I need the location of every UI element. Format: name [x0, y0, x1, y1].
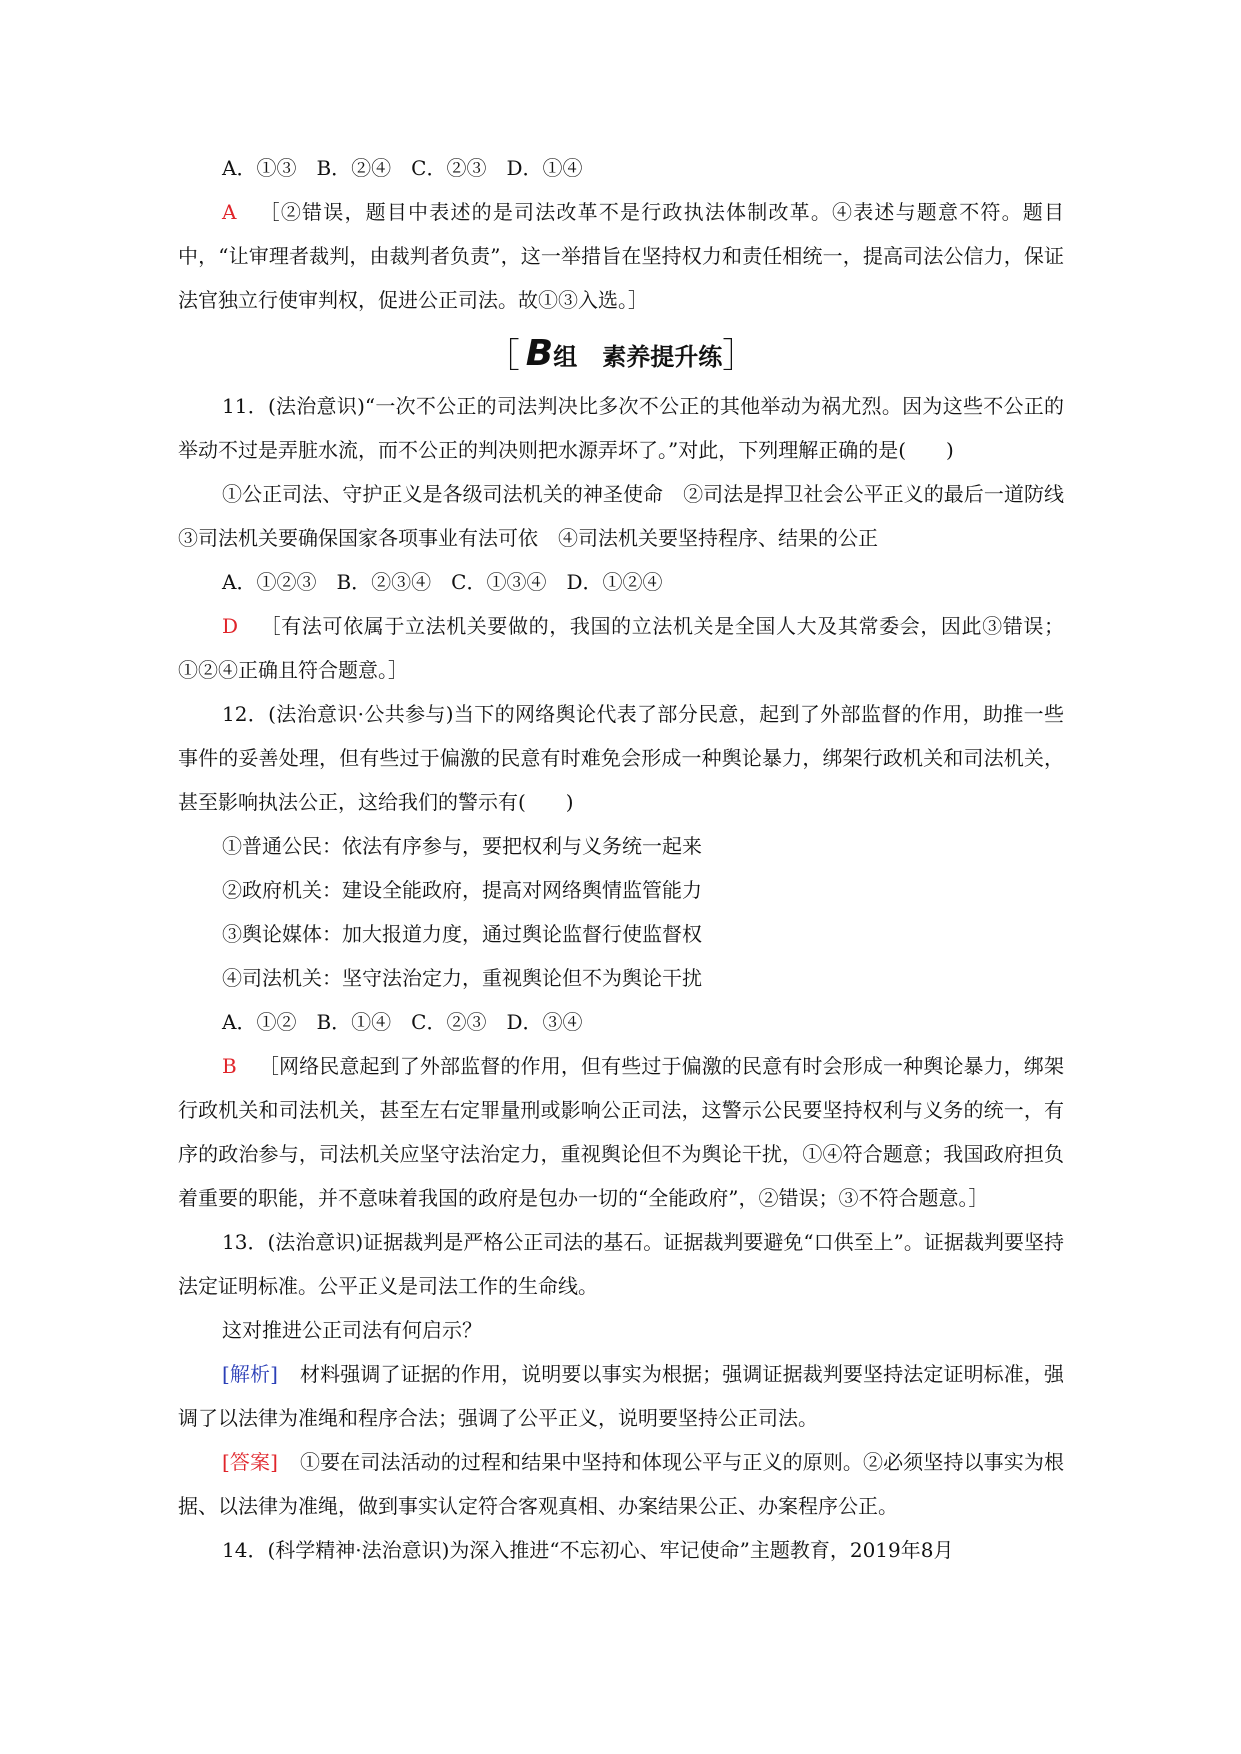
q12-statement-3: ③舆论媒体：加大报道力度，通过舆论监督行使监督权 — [222, 922, 702, 946]
q12-answer-letter: B — [222, 1054, 237, 1078]
q13-question: 这对推进公正司法有何启示？ — [222, 1318, 482, 1342]
q11-answer-letter: D — [222, 614, 239, 638]
q11-explanation-text: ［有法可依属于立法机关要做的，我国的立法机关是全国人大及其常委会，因此③错误；①②④正确且符合题意。］ — [178, 614, 1064, 682]
section-heading — [178, 330, 1064, 378]
q11-stem: 11．(法治意识)“一次不公正的司法判决比多次不公正的其他举动为祸尤烈。因为这些不公正的举动不过是弄脏水流，而不公正的判决则把水源弄坏了。”对此，下列理解正确的是( ) — [178, 394, 1064, 462]
q11-statements: ①公正司法、守护正义是各级司法机关的神圣使命 ②司法是捍卫社会公平正义的最后一道防线 ③司法机关要确保国家各项事业有法可依 ④司法机关要坚持程序、结果的公正 — [178, 482, 1084, 550]
page-content — [178, 146, 1084, 1572]
q12-statement-1: ①普通公民：依法有序参与，要把权利与义务统一起来 — [222, 834, 702, 858]
q12-options: A．①② B．①④ C．②③ D．③④ — [222, 1010, 583, 1034]
q10-explanation — [178, 190, 1064, 322]
q12-stem: 12．(法治意识·公共参与)当下的网络舆论代表了部分民意，起到了外部监督的作用，助推一些事件的妥善处理，但有些过于偏激的民意有时难免会形成一种舆论暴力，绑架行政机关和司法机关，甚至影响执法公正，这给我们的警示有( ) — [178, 702, 1064, 814]
q13-analysis-label: [解析] — [222, 1362, 278, 1386]
q12-explanation — [178, 1044, 1064, 1220]
heading-group-letter: B — [525, 333, 554, 374]
q13-analysis — [178, 1352, 1064, 1440]
q12-statement-2: ②政府机关：建设全能政府，提高对网络舆情监管能力 — [222, 878, 702, 902]
q10-explanation-text: ［②错误，题目中表述的是司法改革不是行政执法体制改革。④表述与题意不符。题目中，“让审理者裁判，由裁判者负责”，这一举措旨在坚持权力和责任相统一，提高司法公信力，保证法官独立行使审判权，促进公正司法。故①③入选。］ — [178, 200, 1064, 312]
q13-analysis-text: 材料强调了证据的作用，说明要以事实为根据；强调证据裁判要坚持法定证明标准，强调了以法律为准绳和程序合法；强调了公平正义，说明要坚持公正司法。 — [178, 1362, 1065, 1430]
q13-stem: 13．(法治意识)证据裁判是严格公正司法的基石。证据裁判要避免“口供至上”。证据裁判要坚持法定证明标准。公平正义是司法工作的生命线。 — [178, 1230, 1064, 1298]
heading-open-bracket: ［ — [485, 336, 520, 376]
q14-stem: 14．(科学精神·法治意识)为深入推进“不忘初心、牢记使命”主题教育，2019年8月 — [222, 1538, 954, 1562]
q11-explanation — [178, 604, 1064, 692]
heading-group-char: 组 — [553, 343, 578, 371]
q10-options: A．①③ B．②④ C．②③ D．①④ — [222, 156, 583, 180]
q12-statement-4: ④司法机关：坚守法治定力，重视舆论但不为舆论干扰 — [222, 966, 702, 990]
q10-answer-letter: A — [222, 200, 237, 224]
heading-close-bracket: ］ — [722, 336, 757, 376]
q13-answer-label: [答案] — [222, 1450, 278, 1474]
q11-options: A．①②③ B．②③④ C．①③④ D．①②④ — [222, 570, 663, 594]
q12-explanation-text: ［网络民意起到了外部监督的作用，但有些过于偏激的民意有时会形成一种舆论暴力，绑架行政机关和司法机关，甚至左右定罪量刑或影响公正司法，这警示公民要坚持权利与义务的统一，有序的政治参与，司法机关应坚守法治定力，重视舆论但不为舆论干扰，①④符合题意；我国政府担负着重要的职能，并不意味着我国的政府是包办一切的“全能政府”，②错误；③不符合题意。］ — [178, 1054, 1064, 1210]
heading-title: 素养提升练 — [602, 343, 723, 371]
q13-answer-text: ①要在司法活动的过程和结果中坚持和体现公平与正义的原则。②必须坚持以事实为根据、以法律为准绳，做到事实认定符合客观真相、办案结果公正、办案程序公正。 — [178, 1450, 1065, 1518]
q13-answer — [178, 1440, 1064, 1528]
